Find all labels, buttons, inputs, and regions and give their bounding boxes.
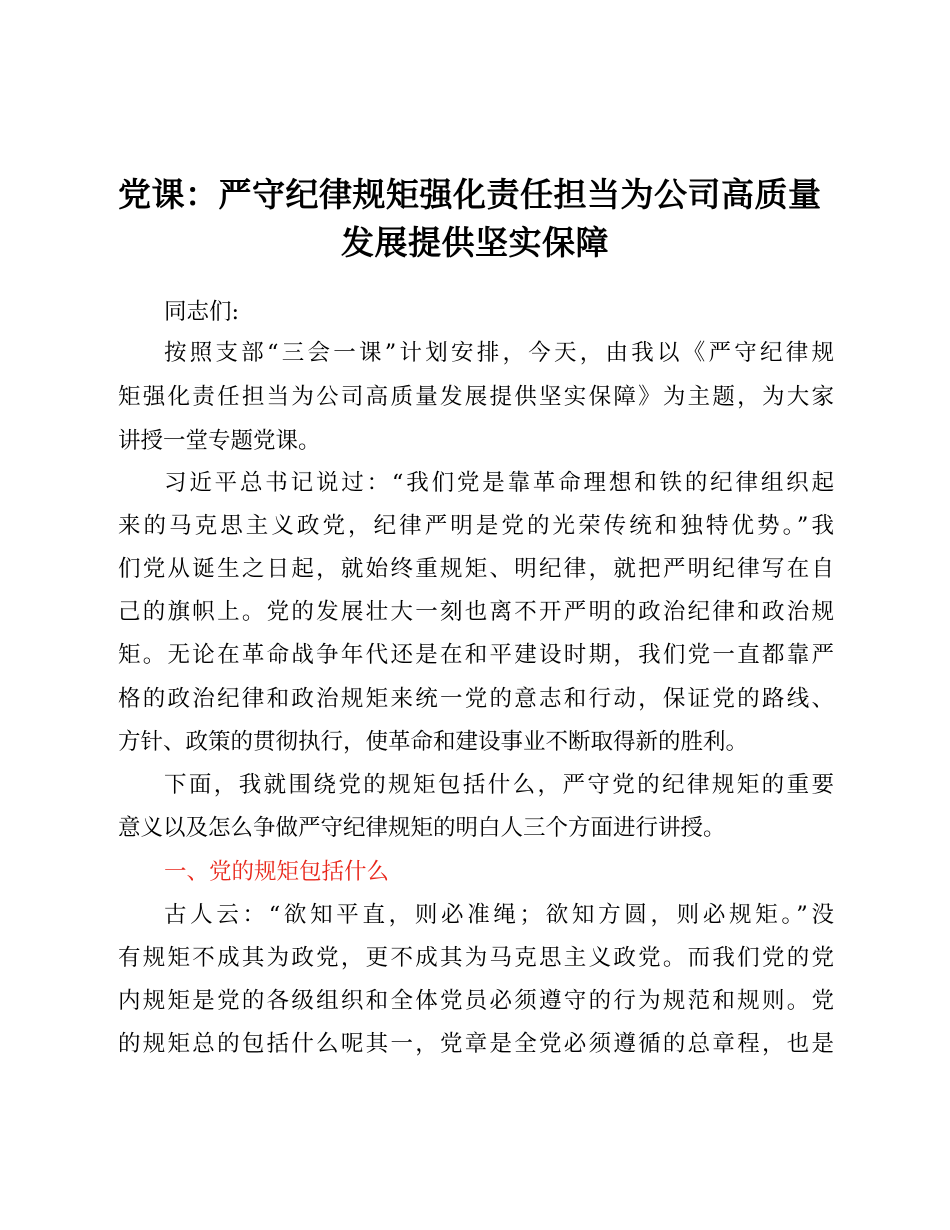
paragraph-line: 意义以及怎么争做严守纪律规矩的明白人三个方面进行讲授。 — [118, 815, 726, 841]
paragraph-line: 己的旗帜上。党的发展壮大一刻也离不开严明的政治纪律和政治规 — [118, 599, 834, 625]
paragraph-line: 格的政治纪律和政治规矩来统一党的意志和行动，保证党的路线、 — [118, 686, 834, 712]
greeting: 同志们: — [164, 299, 240, 325]
paragraph-line: 讲授一堂专题党课。 — [118, 428, 321, 454]
paragraph-line: 古人云：“欲知平直，则必准绳；欲知方圆，则必规矩。”没 — [164, 902, 834, 928]
paragraph-line: 有规矩不成其为政党，更不成其为马克思主义政党。而我们党的党 — [118, 945, 834, 971]
document-title-line2: 发展提供坚实保障 — [341, 223, 609, 262]
paragraph-line: 来的马克思主义政党，纪律严明是党的光荣传统和独特优势。”我 — [118, 513, 834, 539]
paragraph-line: 内规矩是党的各级组织和全体党员必须遵守的行为规范和规则。党 — [118, 988, 834, 1014]
paragraph-line: 按照支部“三会一课”计划安排，今天，由我以《严守纪律规 — [164, 340, 834, 366]
document-title-line1: 党课：严守纪律规矩强化责任担当为公司高质量 — [118, 175, 822, 214]
paragraph-line: 们党从诞生之日起，就始终重规矩、明纪律，就把严明纪律写在自 — [118, 556, 834, 582]
paragraph-line: 下面，我就围绕党的规矩包括什么，严守党的纪律规矩的重要 — [164, 772, 834, 798]
paragraph-line: 的规矩总的包括什么呢其一，党章是全党必须遵循的总章程，也是 — [118, 1031, 834, 1057]
paragraph-line: 习近平总书记说过：“我们党是靠革命理想和铁的纪律组织起 — [164, 470, 834, 496]
section-heading: 一、党的规矩包括什么 — [164, 859, 390, 885]
paragraph-line: 方针、政策的贯彻执行，使革命和建设事业不断取得新的胜利。 — [118, 729, 749, 755]
paragraph-line: 矩强化责任担当为公司高质量发展提供坚实保障》为主题，为大家 — [118, 384, 834, 410]
paragraph-line: 矩。无论在革命战争年代还是在和平建设时期，我们党一直都靠严 — [118, 642, 834, 668]
